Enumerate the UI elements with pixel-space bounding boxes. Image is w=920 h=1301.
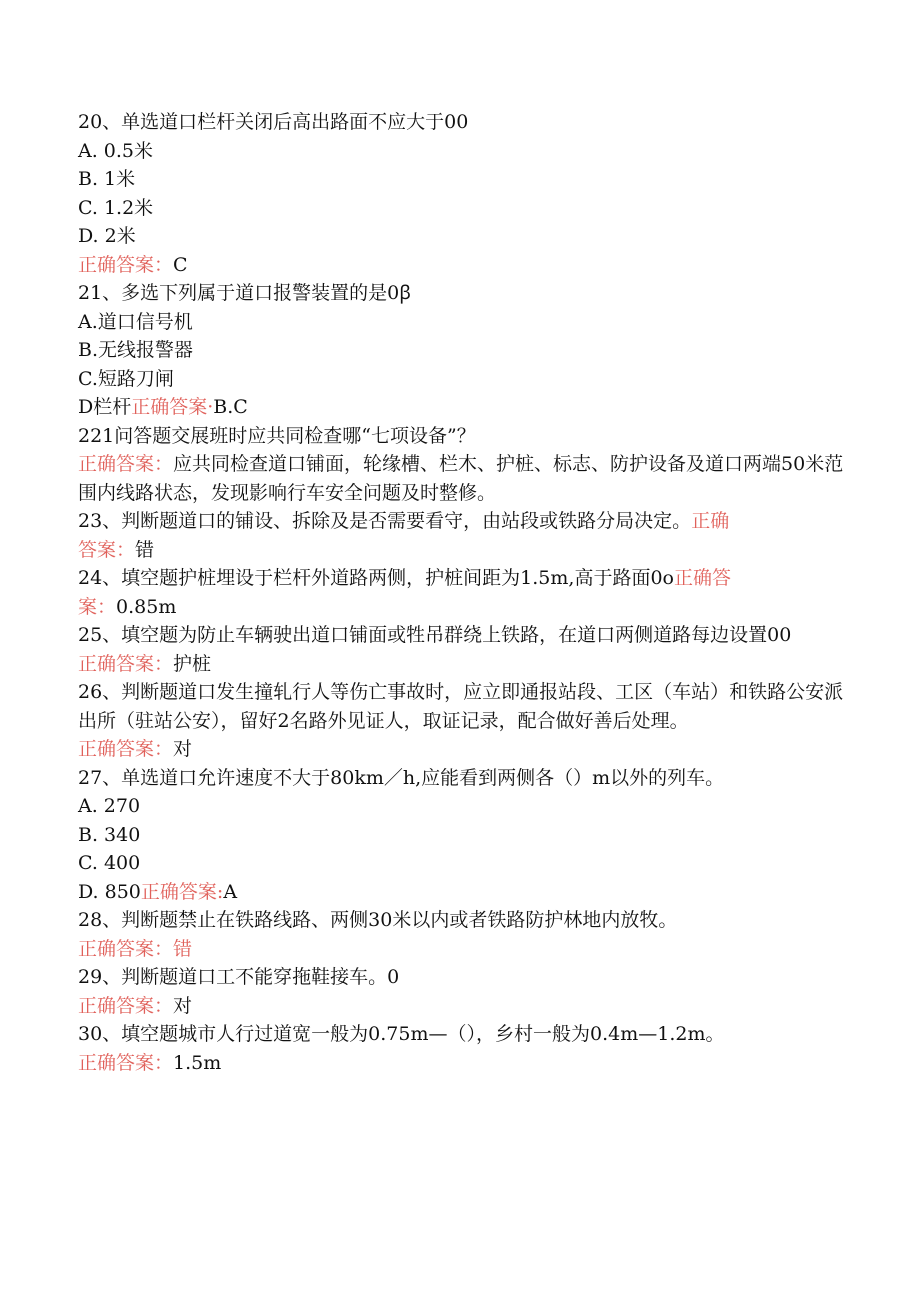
q27-option-c: C. 400 xyxy=(78,852,141,874)
q20-option-b: B. 1米 xyxy=(78,168,136,190)
q27-answer: A xyxy=(223,880,238,903)
q20-answer: C xyxy=(173,253,188,276)
q21-option-d: D栏杆 xyxy=(78,396,132,418)
q21-option-b: B.无线报警器 xyxy=(78,339,194,361)
q26-answer: 对 xyxy=(173,738,193,760)
answer-label: 正确答案· xyxy=(131,396,214,418)
answer-label: 正确答案: xyxy=(140,880,224,903)
question-27-stem: 27、单选道口允许速度不大于80km／h,应能看到两侧各（）m以外的列车。 xyxy=(78,766,725,789)
q25-answer: 护桩 xyxy=(173,652,212,675)
q27-answer-row xyxy=(78,878,848,907)
q27-option-a: A. 270 xyxy=(78,795,141,817)
question-30-stem: 30、填空题城市人行过道宽一般为0.75m—（），乡村一般为0.4m—1.2m。 xyxy=(78,1023,725,1045)
q25-answer-row xyxy=(78,650,848,679)
question-23-stem: 23、判断题道口的铺设、拆除及是否需要看守，由站段或铁路分局决定。 xyxy=(78,510,692,532)
q29-answer: 对 xyxy=(173,994,193,1017)
question-24-stem: 24、填空题护桩埋设于栏杆外道路两侧，护桩间距为1.5m,高于路面0o xyxy=(78,567,674,589)
question-24-block xyxy=(78,564,848,621)
q21-answer-row xyxy=(78,393,848,422)
question-23-block xyxy=(78,507,848,564)
q20-option-d: D. 2米 xyxy=(78,225,136,247)
q20-option-a: A. 0.5米 xyxy=(78,139,154,162)
answer-label-part2: 案： xyxy=(78,595,117,618)
answer-label: 正确答案： xyxy=(78,453,174,475)
q21-answer: B.C xyxy=(213,396,248,418)
question-list xyxy=(78,108,848,1077)
q20-answer-row xyxy=(78,251,848,280)
q23-answer: 错 xyxy=(135,538,155,561)
question-29-stem: 29、判断题道口工不能穿拖鞋接车。0 xyxy=(78,966,400,988)
question-26-stem: 26、判断题道口发生撞轧行人等伤亡事故时，应立即通报站段、工区（车站）和铁路公安派出所（驻站公安），留好2名路外见证人，取证记录，配合做好善后处理。 xyxy=(78,681,844,732)
answer-label: 正确答案： xyxy=(78,652,174,675)
answer-label-part1: 正确答 xyxy=(673,567,731,589)
q24-answer: 0.85m xyxy=(116,595,177,618)
question-20-stem: 20、单选道口栏杆关闭后高出路面不应大于00 xyxy=(78,111,469,133)
question-22-stem: 221问答题交展班时应共同检查哪“七项设备”？ xyxy=(78,424,476,447)
answer-label: 正确答案： xyxy=(78,1051,174,1074)
answer-label: 正确答案： xyxy=(78,994,174,1017)
q29-answer-row xyxy=(78,992,848,1021)
q26-answer-row xyxy=(78,735,848,764)
answer-label: 正确答案： xyxy=(78,253,174,276)
answer-label-part2: 答案： xyxy=(78,538,136,561)
answer-label: 正确答案： xyxy=(78,937,174,960)
q20-option-c: C. 1.2米 xyxy=(78,196,154,219)
q21-option-a: A.道口信号机 xyxy=(78,310,193,333)
question-28-stem: 28、判断题禁止在铁路线路、两侧30米以内或者铁路防护林地内放牧。 xyxy=(78,909,678,931)
answer-label: 正确答案： xyxy=(78,738,174,760)
question-21-stem: 21、多选下列属于道口报警装置的是0ꞵ xyxy=(78,282,412,304)
q28-answer-row xyxy=(78,935,848,964)
q30-answer-row xyxy=(78,1049,848,1078)
question-25-stem: 25、填空题为防止车辆驶出道口铺面或牲吊群绕上铁路，在道口两侧道路每边设置00 xyxy=(78,624,792,646)
q22-answer: 应共同检查道口铺面，轮缘槽、栏木、护桩、标志、防护设备及道口两端50米范围内线路状态，发现影响行车安全问题及时整修。 xyxy=(78,453,844,504)
q22-answer-row xyxy=(78,450,848,507)
q28-answer: 错 xyxy=(173,937,193,960)
q21-option-c: C.短路刀闸 xyxy=(78,367,174,390)
q27-option-b: B. 340 xyxy=(78,823,141,846)
q27-option-d: D. 850 xyxy=(78,880,141,903)
q30-answer: 1.5m xyxy=(173,1051,222,1074)
answer-label-part1: 正确 xyxy=(691,510,730,532)
